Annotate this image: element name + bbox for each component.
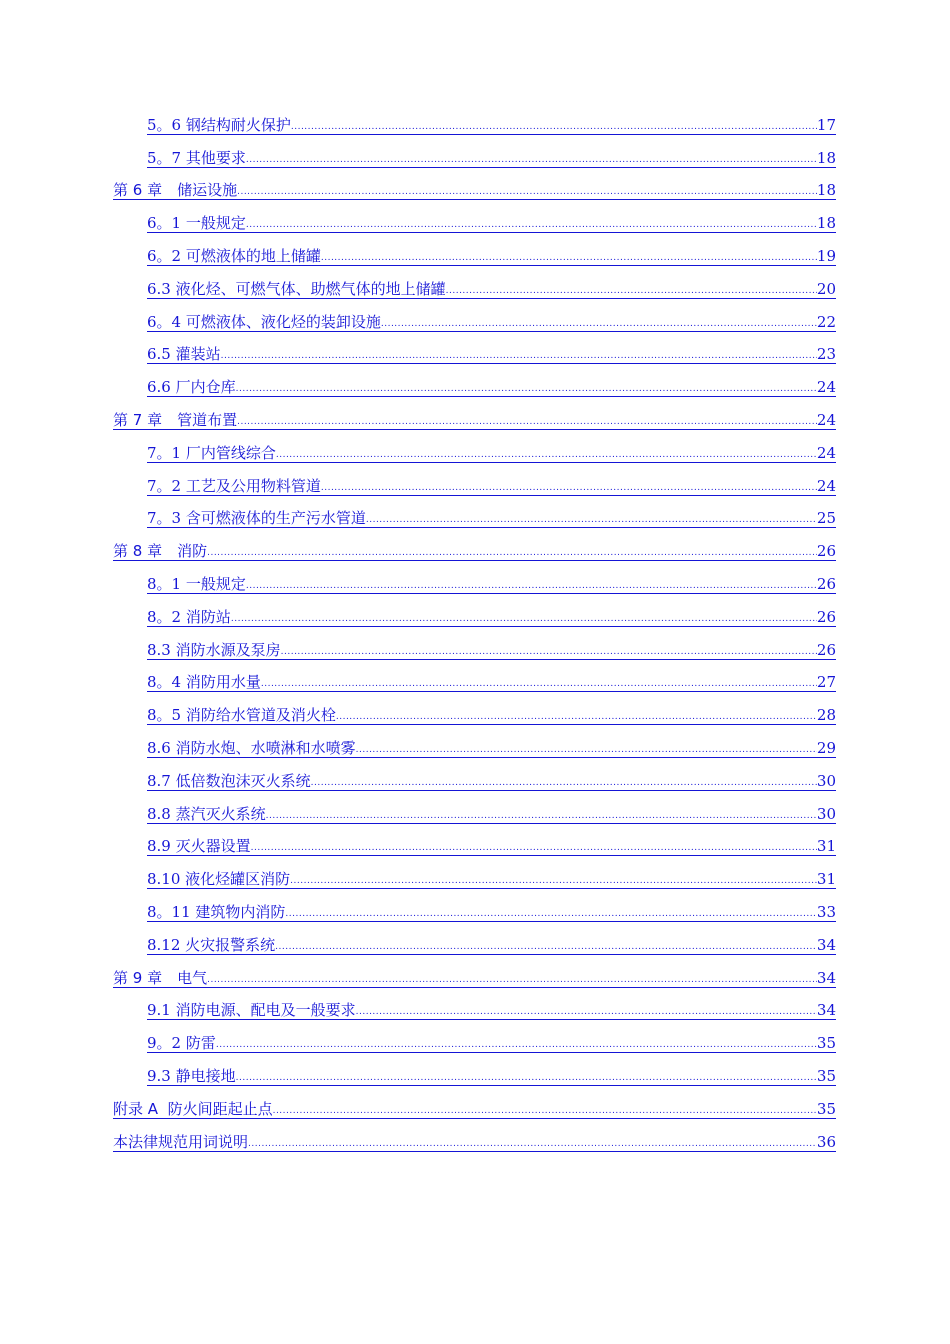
toc-dot-leader <box>261 678 817 692</box>
toc-page-number: 30 <box>816 771 836 790</box>
toc-page-number: 33 <box>816 902 836 921</box>
toc-entry-title: 6。2 可燃液体的地上储罐 <box>147 246 321 265</box>
toc-page-number: 34 <box>816 968 836 987</box>
toc-dot-leader <box>246 219 817 233</box>
toc-page-number: 28 <box>816 706 836 725</box>
toc-page-number: 35 <box>816 1099 836 1118</box>
toc-page-number: 34 <box>816 935 836 954</box>
toc-entry-title: 8.10 液化烃罐区消防 <box>147 870 291 889</box>
toc-page-number: 26 <box>816 574 836 593</box>
toc-dot-leader <box>236 1072 817 1086</box>
toc-chapter-link[interactable] <box>113 1091 836 1124</box>
toc-dot-leader <box>311 777 817 791</box>
toc-page-number: 17 <box>816 115 836 134</box>
toc-section-link[interactable] <box>113 993 836 1026</box>
toc-entry-title: 9.1 消防电源、配电及一般要求 <box>147 1001 356 1020</box>
toc-dot-leader <box>276 449 817 463</box>
toc-section-link[interactable] <box>113 566 836 599</box>
toc-page-number: 26 <box>816 640 836 659</box>
toc-dot-leader <box>290 875 817 889</box>
toc-entry-title: 5。7 其他要求 <box>147 148 246 167</box>
toc-entry-title: 7。2 工艺及公用物料管道 <box>147 476 321 495</box>
toc-page-number: 24 <box>816 378 836 397</box>
toc-section-link[interactable] <box>113 763 836 796</box>
toc-entry-title: 8.8 蒸汽灭火系统 <box>147 804 266 823</box>
toc-page-number: 31 <box>816 870 836 889</box>
toc-entry-title: 本法律规范用词说明 <box>113 1132 249 1151</box>
toc-section-link[interactable] <box>113 337 836 370</box>
toc-dot-leader <box>221 350 817 364</box>
toc-entry-title: 8。2 消防站 <box>147 607 231 626</box>
toc-section-link[interactable] <box>113 435 836 468</box>
toc-chapter-link[interactable] <box>113 1124 836 1157</box>
toc-chapter-link[interactable] <box>113 402 836 435</box>
toc-section-link[interactable] <box>113 796 836 829</box>
toc-section-link[interactable] <box>113 894 836 927</box>
toc-section-link[interactable] <box>113 238 836 271</box>
toc-entry-title: 6。1 一般规定 <box>147 214 246 233</box>
toc-entry-title: 第 8 章 消防 <box>113 542 208 561</box>
toc-dot-leader <box>321 482 817 496</box>
toc-dot-leader <box>336 711 817 725</box>
toc-dot-leader <box>231 613 817 627</box>
toc-entry-title: 7。1 厂内管线综合 <box>147 443 276 462</box>
toc-entry-title: 8。4 消防用水量 <box>147 673 261 692</box>
toc-page-number: 34 <box>816 1001 836 1020</box>
toc-section-link[interactable] <box>113 468 836 501</box>
toc-chapter-link[interactable] <box>113 960 836 993</box>
toc-page-number: 22 <box>816 312 836 331</box>
toc-dot-leader <box>246 154 817 168</box>
toc-section-link[interactable] <box>113 632 836 665</box>
toc-page-number: 26 <box>816 607 836 626</box>
toc-page-number: 31 <box>816 837 836 856</box>
toc-dot-leader <box>207 547 817 561</box>
toc-section-link[interactable] <box>113 304 836 337</box>
toc-page-number: 26 <box>816 542 836 561</box>
toc-dot-leader <box>236 383 817 397</box>
toc-dot-leader <box>366 514 817 528</box>
toc-entry-title: 5。6 钢结构耐火保护 <box>147 115 291 134</box>
toc-entry-title: 第 9 章 电气 <box>113 968 208 987</box>
toc-page-number: 25 <box>816 509 836 528</box>
toc-entry-title: 附录 A 防火间距起止点 <box>113 1099 273 1118</box>
toc-section-link[interactable] <box>113 1025 836 1058</box>
toc-entry-title: 9。2 防雷 <box>147 1034 216 1053</box>
toc-entry-title: 9.3 静电接地 <box>147 1066 236 1085</box>
toc-page-number: 24 <box>816 476 836 495</box>
toc-dot-leader <box>237 416 817 430</box>
toc-dot-leader <box>246 580 817 594</box>
toc-page-number: 18 <box>816 214 836 233</box>
toc-entry-title: 6.5 灌装站 <box>147 345 221 364</box>
toc-dot-leader <box>216 1039 817 1053</box>
toc-page-number: 18 <box>816 148 836 167</box>
toc-dot-leader <box>248 1138 817 1152</box>
toc-section-link[interactable] <box>113 599 836 632</box>
toc-dot-leader <box>356 744 817 758</box>
toc-dot-leader <box>273 1105 817 1119</box>
toc-dot-leader <box>237 186 817 200</box>
toc-dot-leader <box>251 842 817 856</box>
toc-page-number: 29 <box>816 738 836 757</box>
toc-section-link[interactable] <box>113 1058 836 1091</box>
toc-page-number: 35 <box>816 1034 836 1053</box>
toc-page-number: 24 <box>816 410 836 429</box>
toc-dot-leader <box>207 974 817 988</box>
toc-entry-title: 8.9 灭火器设置 <box>147 837 251 856</box>
toc-entry-title: 8。1 一般规定 <box>147 574 246 593</box>
toc-entry-title: 8。11 建筑物内消防 <box>147 902 286 921</box>
toc-chapter-link[interactable] <box>113 533 836 566</box>
toc-page-number: 36 <box>816 1132 836 1151</box>
toc-section-link[interactable] <box>113 730 836 763</box>
toc-dot-leader <box>356 1006 817 1020</box>
toc-section-link[interactable] <box>113 861 836 894</box>
toc-entry-title: 8.7 低倍数泡沫灭火系统 <box>147 771 311 790</box>
toc-page-number: 18 <box>816 181 836 200</box>
toc-page-number: 30 <box>816 804 836 823</box>
toc-entry-title: 6.3 液化烃、可燃气体、助燃气体的地上储罐 <box>147 279 446 298</box>
toc-dot-leader <box>281 646 817 660</box>
toc-page-number: 20 <box>816 279 836 298</box>
toc-dot-leader <box>266 810 817 824</box>
toc-entry-title: 6。4 可燃液体、液化烃的装卸设施 <box>147 312 381 331</box>
toc-section-link[interactable] <box>113 665 836 698</box>
toc-entry-title: 7。3 含可燃液体的生产污水管道 <box>147 509 366 528</box>
toc-page-number: 19 <box>816 246 836 265</box>
toc-page-number: 24 <box>816 443 836 462</box>
table-of-contents <box>113 107 836 1157</box>
toc-section-link[interactable] <box>113 501 836 534</box>
toc-entry-title: 8.12 火灾报警系统 <box>147 935 276 954</box>
toc-entry-title: 8。5 消防给水管道及消火栓 <box>147 706 336 725</box>
toc-entry-title: 8.6 消防水炮、水喷淋和水喷雾 <box>147 738 356 757</box>
toc-entry-title: 第 7 章 管道布置 <box>113 410 238 429</box>
toc-dot-leader <box>381 318 817 332</box>
toc-dot-leader <box>321 252 817 266</box>
toc-dot-leader <box>446 285 817 299</box>
toc-section-link[interactable] <box>113 369 836 402</box>
toc-chapter-link[interactable] <box>113 173 836 206</box>
toc-dot-leader <box>285 908 817 922</box>
toc-section-link[interactable] <box>113 140 836 173</box>
toc-section-link[interactable] <box>113 927 836 960</box>
toc-entry-title: 8.3 消防水源及泵房 <box>147 640 281 659</box>
toc-section-link[interactable] <box>113 829 836 862</box>
toc-page-number: 27 <box>816 673 836 692</box>
toc-entry-title: 第 6 章 储运设施 <box>113 181 238 200</box>
toc-entry-title: 6.6 厂内仓库 <box>147 378 236 397</box>
toc-dot-leader <box>291 121 817 135</box>
toc-dot-leader <box>275 941 817 955</box>
toc-page-number: 35 <box>816 1066 836 1085</box>
toc-section-link[interactable] <box>113 697 836 730</box>
toc-section-link[interactable] <box>113 205 836 238</box>
toc-page-number: 23 <box>816 345 836 364</box>
toc-section-link[interactable] <box>113 107 836 140</box>
toc-section-link[interactable] <box>113 271 836 304</box>
